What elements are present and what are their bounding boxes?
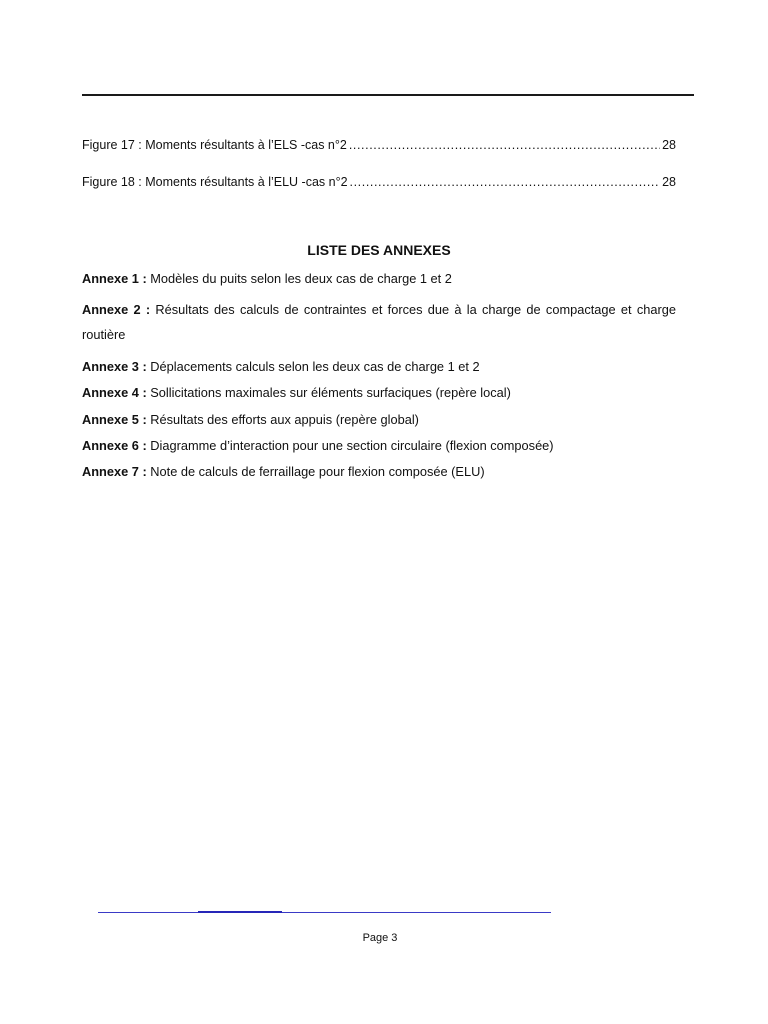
annex-label: Annexe 7 : [82,464,147,479]
footer-rule [198,911,282,913]
annex-text: Diagramme d’interaction pour une section circulaire (flexion composée) [146,438,554,453]
annex-label: Annexe 1 : [82,271,147,286]
annex-label: Annexe 2 : [82,302,151,317]
annex-item-3 [82,354,676,379]
toc-entry-title: Figure 17 : Moments résultants à l’ELS -cas n°2 [82,138,347,152]
header-rule [82,94,694,96]
toc-entry-figure-18[interactable] [82,174,676,190]
annex-item-2 [82,297,676,347]
footer-rule [282,912,551,913]
annex-label: Annexe 5 : [82,412,147,427]
annex-label: Annexe 6 : [82,438,147,453]
annex-text: Déplacements calculs selon les deux cas de charge 1 et 2 [146,359,480,374]
annex-item-1 [82,266,676,291]
annex-text: Modèles du puits selon les deux cas de charge 1 et 2 [146,271,452,286]
footer-rule [98,912,198,913]
annexes-heading: LISTE DES ANNEXES [307,242,451,258]
annex-item-5 [82,407,676,432]
annex-item-7 [82,459,676,484]
toc-dot-leader [350,174,661,190]
annex-item-4 [82,380,676,405]
annex-item-6 [82,433,676,458]
toc-entry-page: 28 [662,138,676,152]
annex-label: Annexe 4 : [82,385,147,400]
annex-text: Résultats des calculs de contraintes et forces due à la charge de compactage et charge routière [82,302,676,342]
toc-entry-page: 28 [662,175,676,189]
toc-entry-title: Figure 18 : Moments résultants à l’ELU -cas n°2 [82,175,348,189]
annex-text: Résultats des efforts aux appuis (repère global) [146,412,419,427]
annex-text: Sollicitations maximales sur éléments surfaciques (repère local) [146,385,511,400]
annex-label: Annexe 3 : [82,359,147,374]
annex-text: Note de calculs de ferraillage pour flexion composée (ELU) [146,464,485,479]
toc-dot-leader [349,137,660,153]
page-number: Page 3 [362,932,398,944]
toc-entry-figure-17[interactable] [82,137,676,153]
